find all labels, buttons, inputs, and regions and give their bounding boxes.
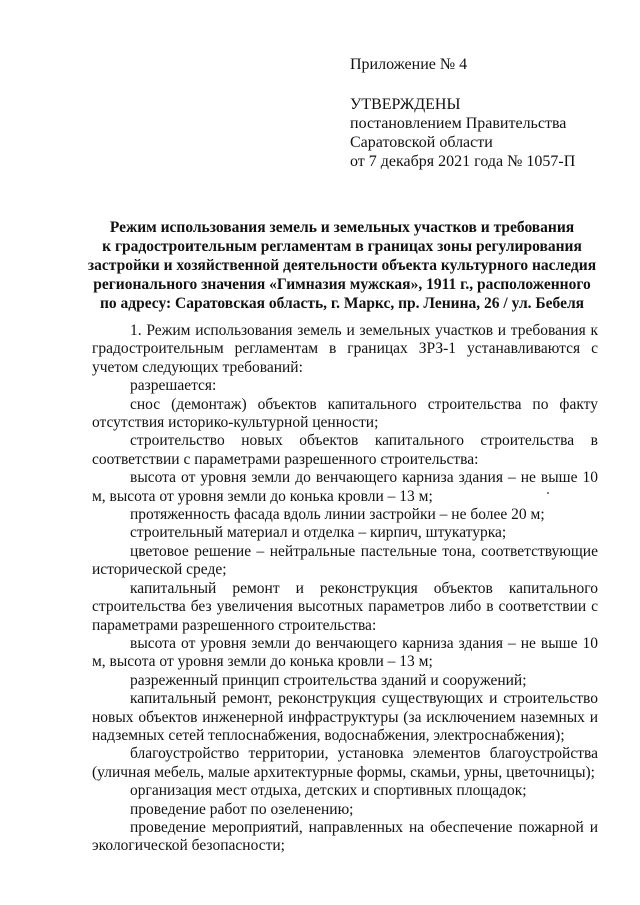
paragraph: проведение мероприятий, направленных на обеспечение пожарной и экологической безопасности; [92,818,598,855]
paragraph: организация мест отдыха, детских и спортивных площадок; [130,782,527,800]
paragraph: строительный материал и отделка – кирпич, штукатурка; [130,524,507,542]
paragraph: разрешается: [130,377,217,395]
paragraph: цветовое решение – нейтральные пастельные тона, соответствующие исторической среде; [92,542,598,579]
title-line: Режим использования земель и земельных участков и требования [109,219,575,236]
approval-line: от 7 декабря 2021 года № 1057-П [350,153,576,170]
title-line: к градостроительным регламентам в границах зоны регулирования [102,238,582,255]
approval-line: постановлением Правительства [350,115,567,132]
appendix-label: Приложение № 4 [350,56,468,73]
paragraph: снос (демонтаж) объектов капитального строительства по факту отсутствия историко-культурной ценности; [92,395,598,432]
paragraph: проведение работ по озеленению; [130,800,354,818]
document-body [92,322,598,856]
paragraph: 1. Режим использования земель и земельных участков и требования к градостроительным регламентам в границах ЗРЗ-1 устанавливаются с учетом следующих требований: [92,322,598,376]
paragraph: капитальный ремонт, реконструкция существующих и строительство новых объектов инженерной инфраструктуры (за исключением наземных и надземных сетей теплоснабжения, водоснабжения, электроснабжения); [92,690,598,744]
paragraph: строительство новых объектов капитального строительства в соответствии с параметрами разрешенного строительства: [92,432,598,468]
paragraph: высота от уровня земли до венчающего карниза здания – не выше 10 м, высота от уровня земли до конька кровли – 13 м; [92,469,598,505]
approval-line: УТВЕРЖДЕНЫ [350,96,461,113]
title-line: застройки и хозяйственной деятельности объекта культурного наследия [87,257,597,274]
scan-speck [547,492,549,494]
paragraph: капитальный ремонт и реконструкция объектов капитального строительства без увеличения высотных параметров либо в соответствии с параметрами разрешенного строительства: [92,579,598,634]
title-line: регионального значения «Гимназия мужская», 1911 г., расположенного [93,276,591,293]
document-title [84,218,600,313]
paragraph: протяженность фасада вдоль линии застройки – не более 20 м; [130,506,545,524]
paragraph: благоустройство территории, установка элементов благоустройства (уличная мебель, малые архитектурные формы, скамьи, урны, цветочницы); [92,745,598,781]
approval-stamp [350,95,620,171]
paragraph: высота от уровня земли до венчающего карниза здания – не выше 10 м, высота от уровня земли до конька кровли – 13 м; [92,634,598,671]
paragraph: разреженный принцип строительства зданий и сооружений; [130,671,527,689]
approval-line: Саратовской области [350,134,493,151]
title-line: по адресу: Саратовская область, г. Маркс, пр. Ленина, 26 / ул. Бебеля [99,295,585,312]
